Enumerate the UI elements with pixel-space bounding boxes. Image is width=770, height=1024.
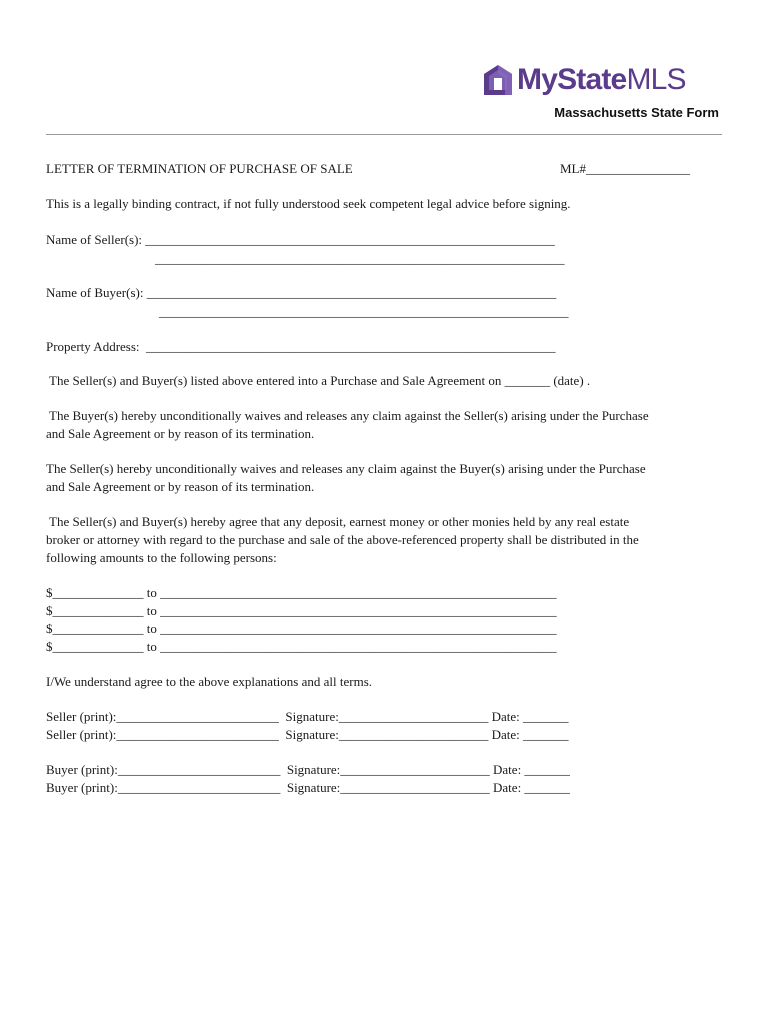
distribution-row[interactable]: $______________ to _____________________________________________________________ — [46, 603, 557, 618]
distribution-row[interactable]: $______________ to _____________________________________________________________ — [46, 621, 557, 636]
seller-signature-row[interactable]: Seller (print):_________________________ Signature:_______________________ Date: _______ — [46, 709, 569, 724]
logo-wordmark-mls: MLS — [626, 63, 686, 96]
legal-notice: This is a legally binding contract, if not fully understood seek competent legal advice before signing. — [46, 196, 571, 211]
seller-release-line-1: The Seller(s) hereby unconditionally waives and releases any claim against the Buyer(s) arising under the Purchase — [46, 461, 646, 476]
distribution-row[interactable]: $______________ to _____________________________________________________________ — [46, 639, 557, 654]
buyer-names-field[interactable]: Name of Buyer(s): _______________________________________________________________ — [46, 285, 557, 300]
agreement-date-clause[interactable]: The Seller(s) and Buyer(s) listed above entered into a Purchase and Sale Agreement on _______ (date) . — [46, 373, 591, 388]
understanding-statement: I/We understand agree to the above explanations and all terms. — [46, 674, 373, 689]
logo-wordmark-bold: MyState — [517, 63, 627, 96]
seller-names-field-2[interactable]: _______________________________________________________________ — [155, 251, 565, 266]
form-state-label: Massachusetts State Form — [554, 105, 719, 120]
house-logo-icon — [483, 64, 513, 96]
brand-logo — [483, 62, 686, 98]
buyer-signature-row[interactable]: Buyer (print):_________________________ Signature:_______________________ Date: _______ — [46, 762, 570, 777]
buyer-names-field-2[interactable]: _______________________________________________________________ — [159, 304, 569, 319]
buyer-signature-row[interactable]: Buyer (print):_________________________ Signature:_______________________ Date: _______ — [46, 780, 570, 795]
buyer-release-line-2: and Sale Agreement or by reason of its termination. — [46, 426, 315, 441]
deposit-clause-line-1: The Seller(s) and Buyer(s) hereby agree that any deposit, earnest money or other monies held by any real estate — [46, 514, 630, 529]
deposit-clause-line-2: broker or attorney with regard to the purchase and sale of the above-referenced property shall be distributed in the — [46, 532, 639, 547]
buyer-release-line-1: The Buyer(s) hereby unconditionally waives and releases any claim against the Seller(s) arising under the Purchase — [46, 408, 649, 423]
distribution-row[interactable]: $______________ to _____________________________________________________________ — [46, 585, 557, 600]
header-divider — [46, 134, 722, 135]
seller-names-field[interactable]: Name of Seller(s): _______________________________________________________________ — [46, 232, 555, 247]
deposit-clause-line-3: following amounts to the following persons: — [46, 550, 277, 565]
document-title: LETTER OF TERMINATION OF PURCHASE OF SALE — [46, 161, 353, 176]
seller-signature-row[interactable]: Seller (print):_________________________ Signature:_______________________ Date: _______ — [46, 727, 569, 742]
logo-wordmark — [517, 62, 686, 98]
seller-release-line-2: and Sale Agreement or by reason of its termination. — [46, 479, 315, 494]
property-address-field[interactable]: Property Address: _______________________________________________________________ — [46, 339, 556, 354]
ml-number-field[interactable]: ML#________________ — [560, 161, 690, 176]
